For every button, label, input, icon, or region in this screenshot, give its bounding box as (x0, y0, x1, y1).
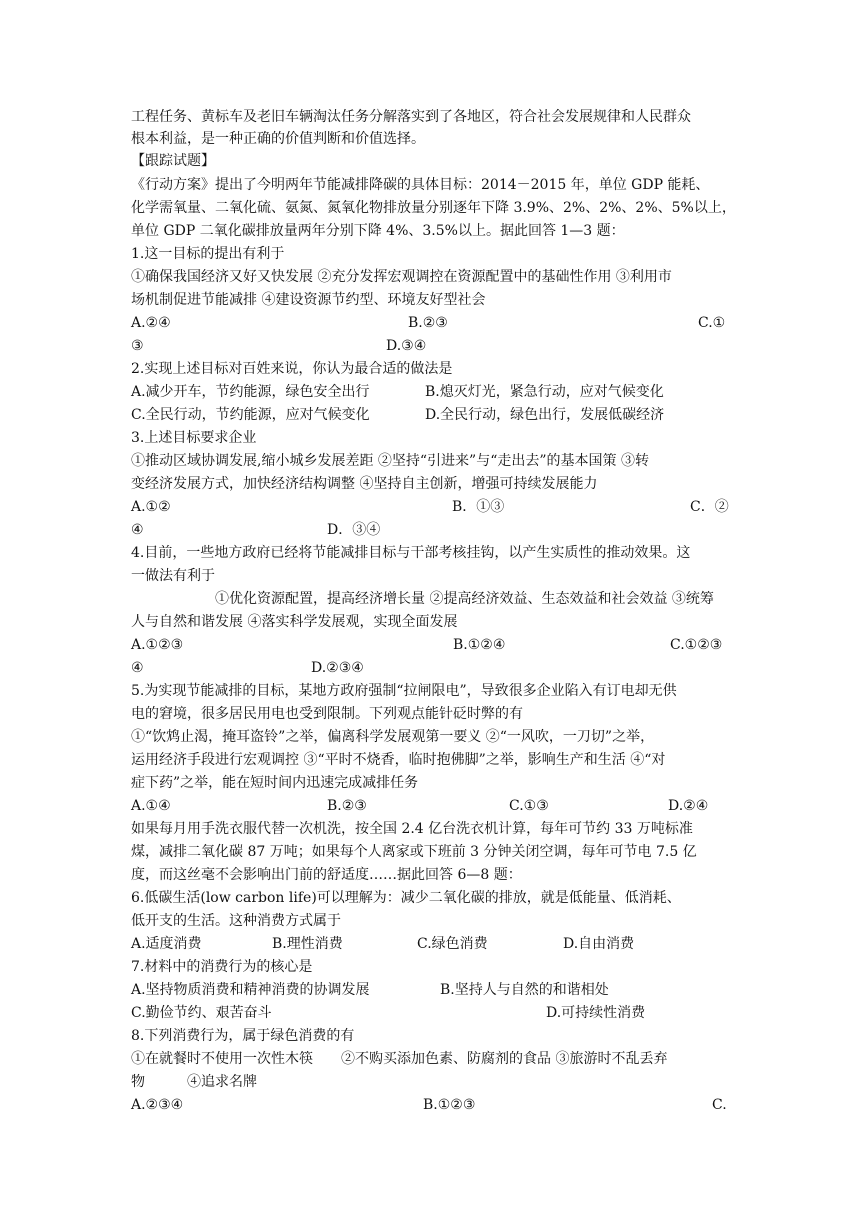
q2-option-a: A.减少开车，节约能源，绿色安全出行 (131, 384, 370, 400)
q7-option-b: B.坚持人与自然的和谐相处 (440, 982, 609, 998)
q6-option-a: A.适度消费 (131, 936, 202, 952)
q3-items-2: 变经济发展方式，加快经济结构调整 ④坚持自主创新，增强可持续发展能力 (131, 476, 598, 492)
q6-option-d: D.自由消费 (563, 936, 635, 952)
q5-option-d: D.②④ (668, 798, 709, 814)
q3-option-a: A.①② (131, 499, 171, 515)
q8-stem: 8.下列消费行为，属于绿色消费的有 (131, 1028, 355, 1044)
q1-option-b: B.②③ (408, 315, 448, 331)
section-title: 【跟踪试题】 (131, 153, 215, 169)
q4-option-b: B.①②④ (453, 637, 506, 653)
q1-option-a: A.②④ (131, 315, 171, 331)
q4-option-c: C.①②③ (670, 637, 723, 653)
q3-option-c-cont: ④ (131, 522, 144, 538)
q5-stem-2: 电的窘境，很多居民用电也受到限制。下列观点能针砭时弊的有 (131, 706, 523, 722)
q8-items-2: 物 ④追求名牌 (131, 1074, 257, 1090)
q1-stem: 1.这一目标的提出有利于 (131, 246, 285, 262)
q3-stem: 3.上述目标要求企业 (131, 430, 257, 446)
q3-option-d: D．③④ (327, 522, 381, 538)
intro-line-1: 工程任务、黄标车及老旧车辆淘汰任务分解落实到了各地区，符合社会发展规律和人民群众 (131, 109, 691, 125)
passage2-line-3: 度，而这丝毫不会影响出门前的舒适度……据此回答 6—8 题： (131, 867, 522, 883)
passage1-line-3: 单位 GDP 二氧化碳排放量两年分别下降 4%、3.5%以上。据此回答 1—3 题： (131, 223, 625, 239)
q6-stem-1: 6.低碳生活(low carbon life)可以理解为：减少二氧化碳的排放，就是低能量、低消耗、 (131, 890, 681, 906)
q5-option-c: C.①③ (509, 798, 549, 814)
q3-option-b: B．①③ (452, 499, 505, 515)
q2-option-c: C.全民行动，节约能源，应对气候变化 (131, 407, 370, 423)
q6-option-c: C.绿色消费 (417, 936, 488, 952)
q5-items-1: ①“饮鸩止渴，掩耳盗铃”之举，偏离科学发展观第一要义 ②“一风吹，一刀切”之举， (131, 729, 655, 745)
intro-line-2: 根本利益，是一种正确的价值判断和价值选择。 (131, 131, 425, 147)
q3-items-1: ①推动区域协调发展,缩小城乡发展差距 ②坚持“引进来”与“走出去”的基本国策 ③转 (131, 453, 649, 469)
q7-option-c: C.勤俭节约、艰苦奋斗 (131, 1005, 272, 1021)
q7-stem: 7.材料中的消费行为的核心是 (131, 959, 313, 975)
q7-option-a: A.坚持物质消费和精神消费的协调发展 (131, 982, 370, 998)
q5-items-3: 症下药”之举，能在短时间内迅速完成减排任务 (131, 775, 419, 791)
q8-option-b: B.①②③ (423, 1097, 476, 1113)
q4-option-d: D.②③④ (311, 660, 364, 676)
q4-items-2: 人与自然和谐发展 ④落实科学发展观，实现全面发展 (131, 614, 458, 630)
q7-option-d: D.可持续性消费 (546, 1005, 646, 1021)
q1-items-1: ①确保我国经济又好又快发展 ②充分发挥宏观调控在资源配置中的基础性作用 ③利用市 (131, 269, 672, 285)
q5-stem-1: 5.为实现节能减排的目标，某地方政府强制“拉闸限电”，导致很多企业陷入有订电却无供 (131, 683, 677, 699)
q6-option-b: B.理性消费 (272, 936, 343, 952)
passage1-line-1: 《行动方案》提出了今明两年节能减排降碳的具体目标：2014－2015 年，单位 GDP 能耗、 (131, 177, 710, 193)
q8-option-a: A.②③④ (131, 1097, 184, 1113)
q1-items-2: 场机制促进节能减排 ④建设资源节约型、环境友好型社会 (131, 292, 486, 308)
q5-option-a: A.①④ (131, 798, 171, 814)
q1-option-c: C.① (698, 315, 726, 331)
q5-option-b: B.②③ (327, 798, 367, 814)
q1-option-c-cont: ③ (131, 338, 144, 354)
passage2-line-2: 煤，减排二氧化碳 87 万吨；如果每个人离家或下班前 3 分钟关闭空调，每年可节电 7.5 亿 (131, 844, 697, 860)
q2-option-d: D.全民行动，绿色出行，发展低碳经济 (425, 407, 665, 423)
passage2-line-1: 如果每月用手洗衣服代替一次机洗，按全国 2.4 亿台洗衣机计算，每年可节约 33 万吨标准 (131, 821, 693, 837)
q8-option-c: C. (712, 1097, 727, 1113)
q5-items-2: 运用经济手段进行宏观调控 ③“平时不烧香，临时抱佛脚”之举，影响生产和生活 ④“对 (131, 752, 666, 768)
q4-option-c-cont: ④ (131, 660, 144, 676)
q4-stem-2: 一做法有利于 (131, 568, 215, 584)
q1-option-d: D.③④ (386, 338, 427, 354)
q2-stem: 2.实现上述目标对百姓来说，你认为最合适的做法是 (131, 361, 453, 377)
q2-option-b: B.熄灭灯光，紧急行动，应对气候变化 (425, 384, 664, 400)
passage1-line-2: 化学需氧量、二氧化硫、氨氮、氮氧化物排放量分别逐年下降 3.9%、2%、2%、2%、5%以上， (131, 200, 736, 216)
q3-option-c: C．② (690, 499, 729, 515)
q6-stem-2: 低开支的生活。这种消费方式属于 (131, 913, 341, 929)
q4-option-a: A.①②③ (131, 637, 184, 653)
q4-items-1: ①优化资源配置，提高经济增长量 ②提高经济效益、生态效益和社会效益 ③统筹 (215, 591, 714, 607)
q4-stem-1: 4.目前，一些地方政府已经将节能减排目标与干部考核挂钩，以产生实质性的推动效果。这 (131, 545, 691, 561)
q8-items-1: ①在就餐时不使用一次性木筷 ②不购买添加色素、防腐剂的食品 ③旅游时不乱丢弃 (131, 1051, 668, 1067)
